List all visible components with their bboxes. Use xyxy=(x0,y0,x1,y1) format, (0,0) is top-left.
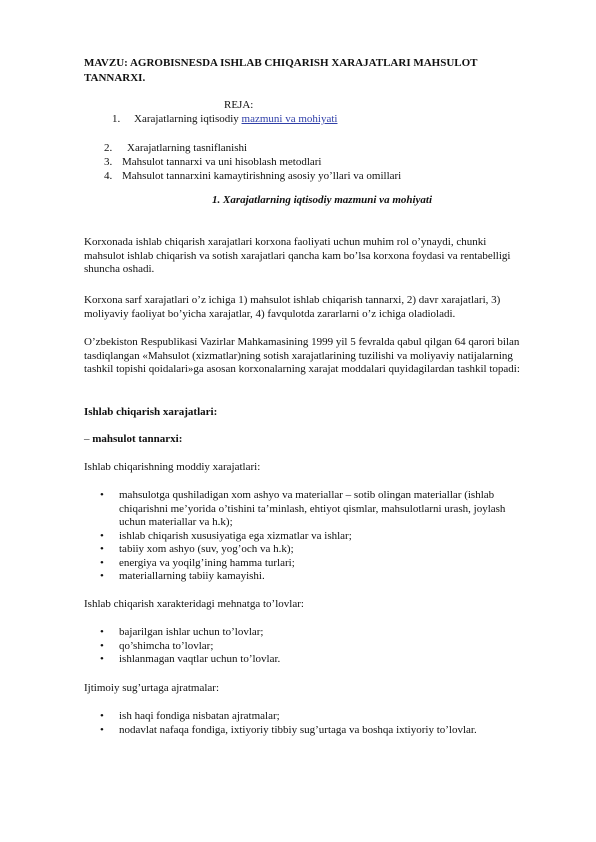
plan-item xyxy=(104,156,322,170)
plan-item-number: 2. xyxy=(104,142,113,154)
list-item xyxy=(84,626,530,640)
bullet-icon: • xyxy=(100,529,104,542)
bullet-icon: • xyxy=(100,556,104,569)
paragraph: Korxonada ishlab chiqarish xarajatlari korxona faoliyati uchun muhim rol o’ynaydi, chunki mahsulot ishlab chiqarish va sotish xarajatlari qancha kam bo’lsa korxona foydasi va rentabelligi shuncha oshadi. xyxy=(84,236,511,275)
plan-item xyxy=(112,113,337,127)
list-item xyxy=(84,724,530,738)
list-item-text: energiya va yoqilg’ining hamma turlari; xyxy=(119,556,295,569)
plan-item-text: Mahsulot tannarxi va uni hisoblash metodlari xyxy=(122,156,322,168)
paragraph: Korxona sarf xarajatlari o’z ichiga 1) mahsulot ishlab chiqarish tannarxi, 2) davr xarajatlari, 3) moliyaviy faoliyat bo’yicha xarajatlar, 4) favqulotda zararlarni o’z ichiga oladioladi. xyxy=(84,294,501,320)
bullet-icon: • xyxy=(100,639,104,652)
list-item-text: materiallarning tabiiy kamayishi. xyxy=(119,570,265,582)
plan-item-number: 3. xyxy=(104,156,113,168)
document-title: MAVZU: AGROBISNESDA ISHLAB CHIQARISH XARAJATLARI MAHSULOT TANNARXI. xyxy=(84,57,478,84)
plan-item-link[interactable]: mazmuni va mohiyati xyxy=(241,113,338,125)
bullet-icon: • xyxy=(100,653,104,665)
ijtimoiy-intro: Ijtimoiy sug’urtaga ajratmalar: xyxy=(84,682,220,694)
list-item-text: mahsulotga qushiladigan xom ashyo va materiallar – sotib olingan materiallar (ishlab chiqarishni me’yorida o’tishini ta’minlash, ehtiyot qismlar, mahsulotlarni urash, joylash uchun materiallar va h.k); xyxy=(119,489,506,528)
bullet-icon: • xyxy=(100,570,104,582)
list-item xyxy=(84,640,530,654)
list-item-text: ishlab chiqarish xususiyatiga ega xizmatlar va ishlar; xyxy=(119,529,352,542)
list-item-text: qo’shimcha to’lovlar; xyxy=(119,639,214,652)
list-item-text: ish haqi fondiga nisbatan ajratmalar; xyxy=(119,710,280,722)
list-item xyxy=(84,543,530,557)
list-item xyxy=(84,653,530,667)
bullet-icon: • xyxy=(100,626,104,638)
bullet-icon: • xyxy=(100,723,104,736)
plan-heading: REJA: xyxy=(224,99,254,111)
list-item xyxy=(84,570,530,584)
plan-item xyxy=(104,142,247,156)
subheading-ishlab: Ishlab chiqarish xarajatlari: xyxy=(84,406,218,418)
plan-item-text: Xarajatlarning tasniflanishi xyxy=(127,142,248,154)
moddiy-list xyxy=(84,489,530,584)
plan-item-number: 4. xyxy=(104,170,113,182)
plan-item xyxy=(104,170,401,184)
plan-item-text: Mahsulot tannarxini kamaytirishning asosiy yo’llari va omillari xyxy=(122,170,402,182)
list-item xyxy=(84,557,530,571)
moddiy-intro: Ishlab chiqarishning moddiy xarajatlari: xyxy=(84,461,261,473)
plan-item-number: 1. xyxy=(112,113,121,125)
list-item-text: bajarilgan ishlar uchun to’lovlar; xyxy=(119,626,264,638)
list-item xyxy=(84,710,530,724)
list-item-text: nodavlat nafaqa fondiga, ixtiyoriy tibbiy sug’urtaga va boshqa ixtiyoriy to’lovlar. xyxy=(119,723,477,736)
subheading-tannarx-text: mahsulot tannarxi: xyxy=(92,433,183,445)
bullet-icon: • xyxy=(100,543,104,555)
mehnat-intro: Ishlab chiqarish xarakteridagi mehnatga to’lovlar: xyxy=(84,598,304,610)
list-item xyxy=(84,530,530,544)
list-item-text: tabiiy xom ashyo (suv, yog’och va h.k); xyxy=(119,543,294,555)
dash-prefix: – xyxy=(84,433,93,445)
bullet-icon: • xyxy=(100,710,104,722)
list-item-text: ishlanmagan vaqtlar uchun to’lovlar. xyxy=(119,653,281,665)
ijtimoiy-list xyxy=(84,710,530,737)
plan-item-text: Xarajatlarning iqtisodiy xyxy=(134,113,242,125)
list-item xyxy=(84,489,530,530)
paragraph: O’zbekiston Respublikasi Vazirlar Mahkamasining 1999 yil 5 fevralda qabul qilgan 64 qarori bilan tasdiqlangan «Mahsulot (xizmatlar)ning sotish xarajatlarining tuzilishi va moliyaviy natijalarning tashkil topishi qoidalari»ga asosan korxonalarning xarajat moddalari quyidagilardan tashkil topadi: xyxy=(84,336,520,375)
bullet-icon: • xyxy=(100,489,104,501)
subheading-tannarx xyxy=(84,433,528,447)
section-heading: 1. Xarajatlarning iqtisodiy mazmuni va mohiyati xyxy=(212,194,433,206)
mehnat-list xyxy=(84,626,530,667)
